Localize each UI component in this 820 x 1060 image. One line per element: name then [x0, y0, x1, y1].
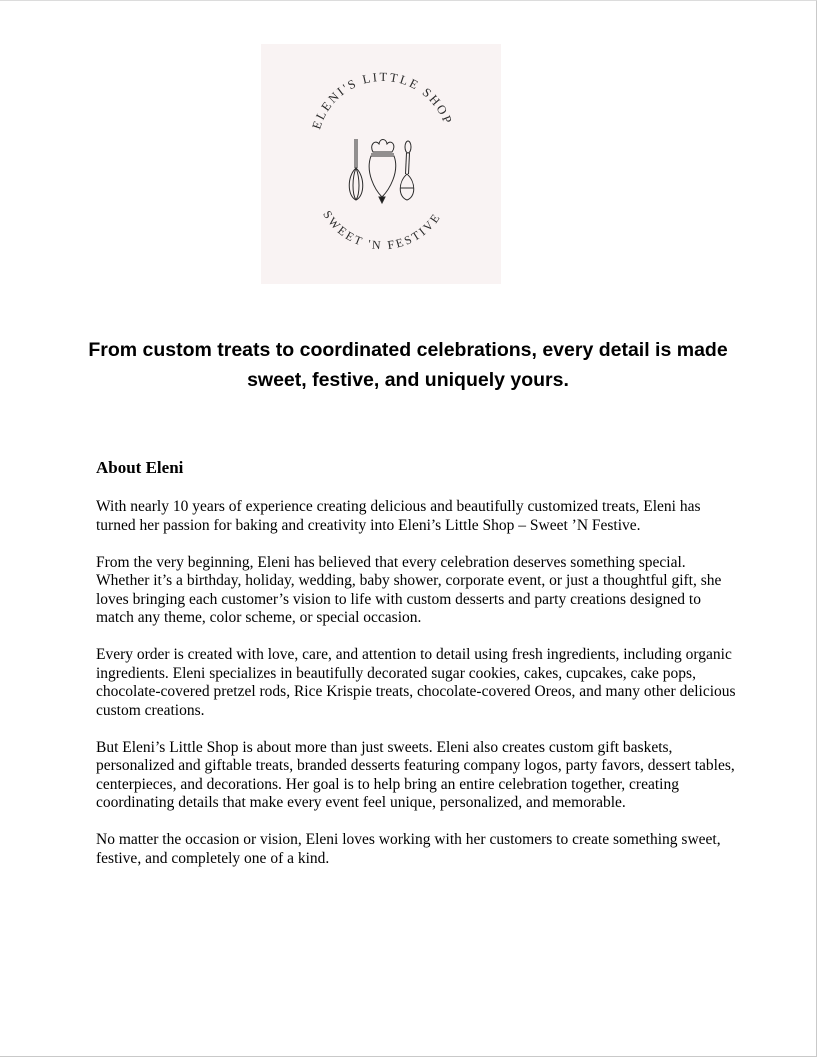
svg-text:SWEET 'N FESTIVE: [320, 208, 443, 252]
svg-text:ELENI'S LITTLE SHOP: [309, 70, 455, 131]
about-paragraph-4: But Eleni’s Little Shop is about more than just sweets. Eleni also creates custom gift baskets, personalized and giftable treats, branded desserts featuring company logos, party favors, dessert tables, centerpieces, and decorations. Her goal is to help bring an entire celebration together, creating coordinating details that make every event feel unique, personalized, and memorable.: [96, 738, 735, 811]
about-paragraph-1: With nearly 10 years of experience creating delicious and beautifully customized treats, Eleni has turned her passion for baking and creativity into Eleni’s Little Shop – Sweet ’N Festive.: [96, 498, 701, 534]
shop-logo: [261, 44, 501, 284]
piping-bag-icon: [369, 140, 396, 204]
spatula-icon: [400, 141, 414, 200]
about-paragraph-2: From the very beginning, Eleni has believed that every celebration deserves something special. Whether it’s a birthday, holiday, wedding, baby shower, corporate event, or just a thoughtful gift, she loves bringing each customer’s vision to life with custom desserts and party creations designed to match any theme, color scheme, or special occasion.: [96, 553, 722, 626]
logo-arc-top-text: ELENI'S LITTLE SHOP: [309, 69, 456, 131]
about-paragraph-3: Every order is created with love, care, and attention to detail using fresh ingredients, including organic ingredients. Eleni specializes in beautifully decorated sugar cookies, cakes, cupcakes, cake pops, chocolate-covered pretzel rods, Rice Krispie treats, chocolate-covered Oreos, and many other delicious custom creations.: [96, 646, 736, 719]
tagline: From custom treats to coordinated celebrations, every detail is made sweet, festive, and uniquely yours.: [88, 339, 728, 391]
about-section: [96, 456, 736, 887]
about-paragraph-5: No matter the occasion or vision, Eleni loves working with her customers to create something sweet, festive, and completely one of a kind.: [96, 831, 721, 867]
about-heading: About Eleni: [96, 458, 184, 477]
logo-arc-bottom-text: SWEET 'N FESTIVE: [320, 207, 444, 253]
whisk-icon: [349, 139, 363, 200]
